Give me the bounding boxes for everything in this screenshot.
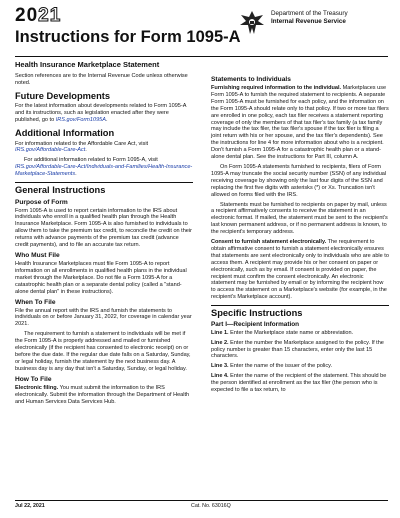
- heading-how-to-file: How To File: [15, 375, 52, 383]
- left-column: [15, 73, 193, 408]
- intro-text: Section references are to the Internal Revenue Code unless otherwise noted.: [15, 73, 188, 86]
- furnishing-text: Furnishing required information to the individual. Marketplaces use Form 1095-A to furnish the required statement to recipients. A separate Form 1095-A must be furnished for each policy, and the information on the Form 1095-A should relate only to that policy. If two or more tax filers are enrolled in one policy, each tax filer receives a statement reporting coverage of only the members of that tax filer's tax family (a tax family may include the tax filer, the tax filer's spouse if the tax filer is filing a joint return with his or her spouse, and the tax filer's dependents). See the instructions for line 4 for more information about who is a recipient. Don't furnish a Form 1095-A for a catastrophic health plan or a stand-alone dental plan. See the instructions for Part III, column A.: [211, 85, 389, 161]
- revision-date: Jul 22, 2021: [15, 503, 45, 509]
- form-year: [15, 6, 61, 26]
- document-header: [15, 6, 388, 56]
- additional-info-text-1: For information related to the Affordable Care Act, visit IRS.gov/Affordable-Care-Act.: [15, 140, 149, 154]
- how-to-file-text: Electronic filing. You must submit the information to the IRS electronically. Submit the information through the Department of Health and Human Services Data Services Hub.: [15, 384, 190, 405]
- right-column: [211, 73, 389, 397]
- agency-block: [271, 10, 348, 26]
- page-title: Instructions for Form 1095-A: [15, 28, 241, 46]
- line-2-text: Line 2. Enter the number the Marketplace assigned to the policy. If the policy number is greater than 15 characters, enter only the last 15 characters.: [211, 339, 384, 360]
- line-4-text: Line 4. Enter the name of the recipient of the statement. This should be the person identified at enrollment as the tax filer (the person who is expected to file a tax return, to: [211, 373, 387, 394]
- catalog-number: Cat. No. 63016Q: [191, 503, 231, 509]
- link-marketplace-statements[interactable]: IRS.gov/Affordable-Care-Act/Individuals-and-Families/Health-Insurance-Marketplace-Statements: [15, 164, 193, 178]
- agency-name: Internal Revenue Service: [271, 18, 346, 25]
- link-form-1095a[interactable]: IRS.gov/Form1095A: [55, 117, 106, 124]
- page-footer: [15, 500, 388, 512]
- treasury-eagle-logo-icon: [237, 8, 267, 38]
- link-affordable-care-act[interactable]: IRS.gov/Affordable-Care-Act: [15, 147, 86, 154]
- paper-statement-text: Statements must be furnished to recipients on paper by mail, unless a recipient affirmatively consents to receive the statement in an electronic format. If mailed, the statement must be sent to the recipient's last known permanent address, or if no permanent address is known, to the recipient's temporary address.: [211, 201, 388, 236]
- truncation-text: On Form 1095-A statements furnished to recipients, filers of Form 1095-A may truncate the social security number (SSN) of any individual receiving coverage by showing only the last four digits of the SSN and replacing the first five digits with asterisks (*) or Xs. Truncation isn't allowed on forms filed with the IRS.: [211, 163, 387, 198]
- heading-specific-instructions: Specific Instructions: [211, 305, 389, 319]
- heading-purpose-of-form: Purpose of Form: [15, 198, 68, 206]
- heading-general-instructions: General Instructions: [15, 182, 193, 196]
- year-suffix: 21: [38, 5, 62, 26]
- heading-statements-to-individuals: Statements to Individuals: [211, 76, 291, 83]
- heading-future-developments: Future Developments: [15, 90, 111, 101]
- document-page: [15, 6, 388, 512]
- year-prefix: 20: [15, 5, 39, 26]
- line-3-text: Line 3. Enter the name of the issuer of the policy.: [211, 363, 333, 370]
- heading-part-1: Part I—Recipient Information: [211, 320, 300, 328]
- heading-additional-information: Additional Information: [15, 128, 115, 139]
- heading-who-must-file: Who Must File: [15, 252, 60, 259]
- purpose-text: Form 1095-A is used to report certain information to the IRS about individuals who enroll in a qualified health plan through the Health Insurance Marketplace. Form 1095-A is also furnished to individuals to allow them to take the premium tax credit, to reconcile the credit on their returns with advance payments of the premium tax credit (advance credit payments), and to file an accurate tax return.: [15, 207, 192, 249]
- when-to-file-text-2: The requirement to furnish a statement to individuals will be met if the Form 1095-A is properly addressed and mailed or furnished electronically (if the recipient has consented to electronic receipt) on or before the due date. If the regular due date falls on a Saturday, Sunday, or legal holiday, furnish the statement by the next business day. A business day is any day that isn't a Saturday, Sunday, or legal holiday.: [15, 331, 191, 372]
- page-subtitle: Health Insurance Marketplace Statement: [15, 56, 388, 69]
- line-1-text: Line 1. Enter the Marketplace state name or abbreviation.: [211, 329, 354, 336]
- consent-text: Consent to furnish statement electronically. The requirement to obtain affirmative consent to furnish a statement electronically ensures that statements are sent electronically only to individuals who are able to access them. A recipient may provide his or her consent on paper or electronically, such as by email. If consent is provided on paper, the recipient must confirm the consent electronically. An electronic statement may be furnished by email or by informing the recipient how to access the statement on a Marketplace's website (for example, in the recipient's Marketplace account).: [211, 239, 389, 301]
- heading-when-to-file: When To File: [15, 298, 56, 306]
- when-to-file-text-1: File the annual report with the IRS and furnish the statements to individuals on or before January 31, 2022, for coverage in calendar year 2021.: [15, 307, 192, 328]
- department-name: Department of the Treasury: [271, 10, 348, 17]
- future-developments-text: For the latest information about developments related to Form 1095-A and its instructions, such as legislation enacted after they were published, go to IRS.gov/Form1095A.: [15, 103, 187, 124]
- who-must-file-text: Health Insurance Marketplaces must file Form 1095-A to report information on all enrollments in qualified health plans in the individual market through the Marketplace. Do not file a Form 1095-A for a catastrophic health plan or a separate dental policy (called a "stand-alone dental plan" in these instructions).: [15, 261, 187, 295]
- additional-info-text-2: For additional information related to Form 1095-A, visit IRS.gov/Affordable-Care-Act/Individuals-and-Families/Health-Insurance-Marketplace-Statements.: [15, 157, 193, 178]
